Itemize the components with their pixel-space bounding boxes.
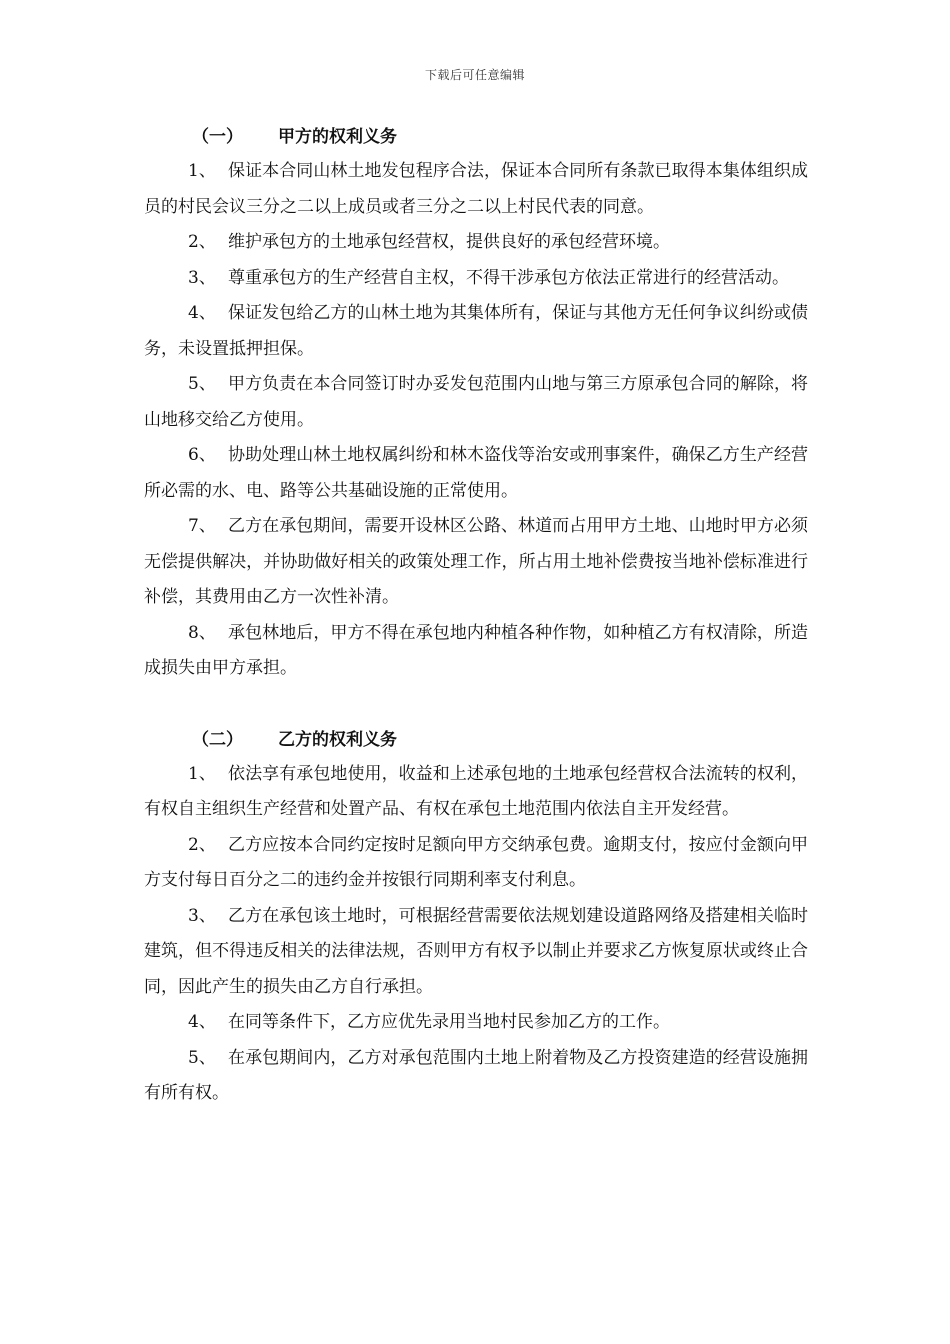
clause-text: 乙方应按本合同约定按时足额向甲方交纳承包费。逾期支付，按应付金额向甲方支付每日百分之二的违约金并按银行同期利率支付利息。: [144, 834, 808, 890]
clause: [144, 1005, 808, 1041]
clause-text: 尊重承包方的生产经营自主权，不得干涉承包方依法正常进行的经营活动。: [228, 267, 789, 288]
clause-text: 协助处理山林土地权属纠纷和林木盗伐等治安或刑事案件，确保乙方生产经营所必需的水、电、路等公共基础设施的正常使用。: [144, 445, 808, 501]
clause-index: 2、: [188, 834, 216, 855]
clause: [144, 261, 808, 297]
header-note: 下载后可任意编辑: [424, 68, 525, 82]
section-number: （一）: [192, 127, 243, 147]
clause-index: 3、: [188, 905, 216, 926]
clause: [144, 438, 808, 509]
clause-index: 5、: [188, 374, 216, 394]
clause: [144, 296, 808, 367]
clause-index: 1、: [188, 763, 216, 784]
clause-index: 5、: [188, 1047, 216, 1068]
clause: [144, 225, 808, 261]
clause: [144, 509, 808, 616]
section-title: 甲方的权利义务: [278, 127, 397, 147]
clause-text: 维护承包方的土地承包经营权，提供良好的承包经营环境。: [228, 232, 670, 252]
section-heading: [144, 725, 808, 755]
clause-index: 4、: [188, 1012, 216, 1032]
section-party-b: [144, 725, 808, 1112]
clause: [144, 828, 808, 899]
clause-index: 7、: [188, 516, 216, 536]
clause-text: 在承包期间内，乙方对承包范围内土地上附着物及乙方投资建造的经营设施拥有所有权。: [144, 1047, 808, 1103]
section-heading: [144, 122, 808, 152]
clause: [144, 757, 808, 828]
section-party-a: [144, 122, 808, 687]
clause-index: 3、: [188, 267, 216, 288]
section-number: （二）: [192, 729, 243, 750]
clause: [144, 154, 808, 225]
clause-text: 乙方在承包期间，需要开设林区公路、林道而占用甲方土地、山地时甲方必须无偿提供解决，并协助做好相关的政策处理工作，所占用土地补偿费按当地补偿标准进行补偿，其费用由乙方一次性补清。: [144, 516, 808, 607]
document-body: [144, 122, 808, 1112]
clause-text: 在同等条件下，乙方应优先录用当地村民参加乙方的工作。: [228, 1012, 670, 1032]
clause-index: 1、: [188, 161, 216, 181]
clause-text: 保证发包给乙方的山林土地为其集体所有，保证与其他方无任何争议纠纷或债务，未设置抵押担保。: [144, 303, 808, 359]
clause-text: 依法享有承包地使用，收益和上述承包地的土地承包经营权合法流转的权利，有权自主组织生产经营和处置产品、有权在承包土地范围内依法自主开发经营。: [144, 763, 808, 819]
section-title: 乙方的权利义务: [278, 729, 397, 750]
clause: [144, 1041, 808, 1112]
clause: [144, 616, 808, 687]
clause-index: 4、: [188, 303, 216, 323]
clause-index: 2、: [188, 232, 216, 252]
clause-text: 保证本合同山林土地发包程序合法，保证本合同所有条款已取得本集体组织成员的村民会议三分之二以上成员或者三分之二以上村民代表的同意。: [144, 161, 808, 217]
clause-text: 乙方在承包该土地时，可根据经营需要依法规划建设道路网络及搭建相关临时建筑，但不得违反相关的法律法规，否则甲方有权予以制止并要求乙方恢复原状或终止合同，因此产生的损失由乙方自行承担。: [144, 905, 808, 997]
clause: [144, 367, 808, 438]
clause: [144, 899, 808, 1006]
clause-index: 6、: [188, 445, 216, 465]
clause-text: 承包林地后，甲方不得在承包地内种植各种作物，如种植乙方有权清除，所造成损失由甲方承担。: [144, 622, 808, 678]
clause-text: 甲方负责在本合同签订时办妥发包范围内山地与第三方原承包合同的解除，将山地移交给乙方使用。: [144, 374, 808, 430]
clause-index: 8、: [188, 622, 216, 643]
